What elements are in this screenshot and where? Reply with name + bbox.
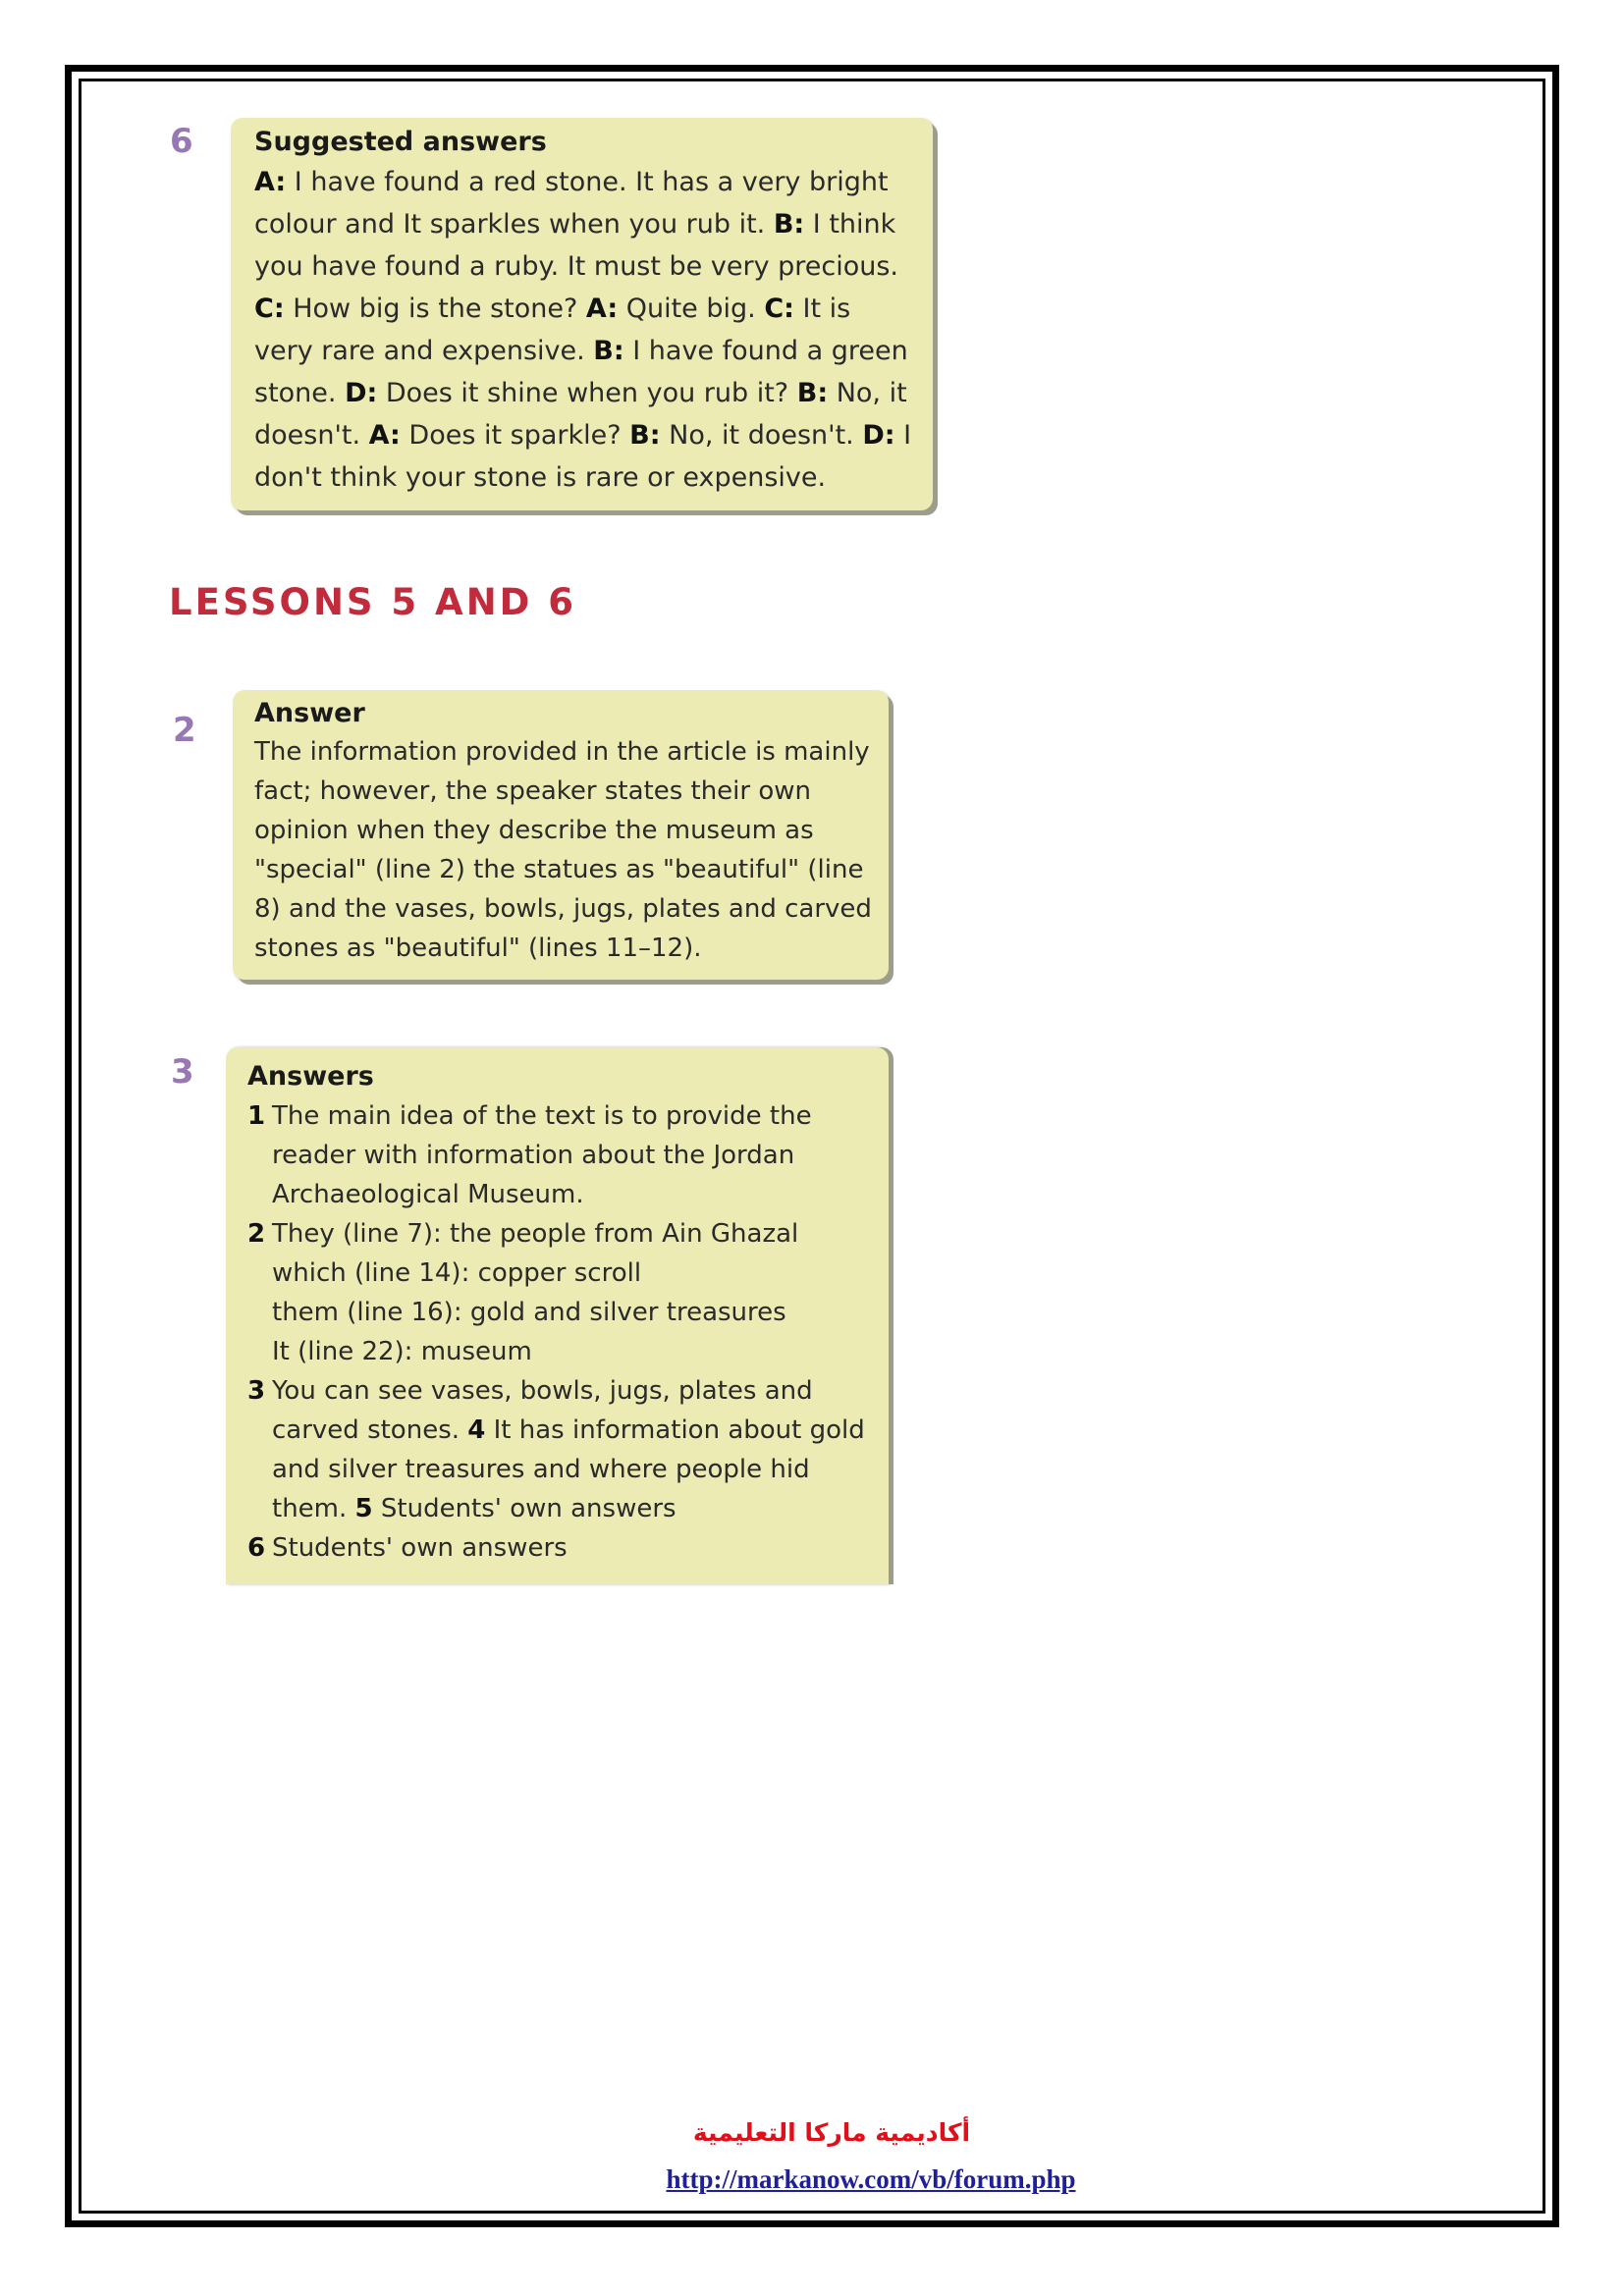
- item-number: 6: [247, 1533, 266, 1563]
- dialogue-segment: I don't think your stone is rare or expensive.: [254, 420, 912, 493]
- answer-text: The information provided in the article is mainly fact; however, the speaker states their own opinion when they describe the museum as "special" (line 2) the statues as "beautiful" (line 8) and the vases, bowls, jugs, plates and carved stones as "beautiful" (lines 11–12).: [254, 737, 872, 963]
- speaker-label: B:: [796, 378, 829, 408]
- item-text: them (line 16): gold and silver treasures: [272, 1298, 786, 1327]
- list-item: [247, 1528, 873, 1568]
- answer-box: [233, 690, 889, 980]
- footer-link[interactable]: http://markanow.com/vb/forum.php: [666, 2164, 1076, 2194]
- dialogue-segment: Does it sparkle?: [400, 420, 630, 451]
- footer-academy-name: أكاديمية ماركا التعليمية: [692, 2118, 971, 2147]
- dialogue-segment: I think you have found a ruby. It must be very precious.: [254, 209, 899, 282]
- question-number-3: 3: [171, 1052, 194, 1092]
- list-item: [247, 1371, 873, 1528]
- speaker-label: A:: [585, 294, 619, 324]
- lessons-heading: LESSONS 5 AND 6: [169, 581, 576, 623]
- question-number-6: 6: [170, 122, 193, 161]
- item-number: 2: [247, 1219, 266, 1249]
- item-text: which (line 14): copper scroll: [272, 1258, 642, 1288]
- item-text: It has information about gold and silver treasures and where people hid them.: [272, 1415, 865, 1523]
- speaker-label: D:: [345, 378, 378, 408]
- dialogue-segment: I have found a red stone. It has a very bright colour and It sparkles when you rub it.: [254, 167, 889, 240]
- item-text: They (line 7): the people from Ain Ghazal: [272, 1219, 799, 1249]
- suggested-answers-box: [231, 118, 933, 510]
- item-number: 1: [247, 1101, 266, 1131]
- speaker-label: B:: [593, 336, 624, 366]
- dialogue-segment: I have found a green stone.: [254, 336, 908, 408]
- speaker-label: B:: [773, 209, 805, 240]
- item-text: It (line 22): museum: [272, 1337, 532, 1366]
- list-item: [247, 1214, 873, 1254]
- speaker-label: B:: [629, 420, 661, 451]
- item-number: 3: [247, 1376, 266, 1406]
- question-number-2: 2: [173, 711, 196, 750]
- dialogue-segment: No, it doesn't.: [254, 378, 907, 451]
- speaker-label: C:: [254, 294, 285, 324]
- box-title: Suggested answers: [254, 127, 547, 157]
- item-number: 5: [354, 1494, 373, 1523]
- dialogue-text: [254, 161, 917, 499]
- speaker-label: A:: [368, 420, 401, 451]
- item-text: Students' own answers: [272, 1533, 568, 1563]
- dialogue-segment: It is very rare and expensive.: [254, 294, 851, 366]
- dialogue-segment: Does it shine when you rub it?: [377, 378, 797, 408]
- item-text: Students' own answers: [380, 1494, 677, 1523]
- dialogue-segment: How big is the stone?: [284, 294, 586, 324]
- dialogue-segment: Quite big.: [618, 294, 765, 324]
- box-title: Answer: [254, 698, 365, 728]
- box-title: Answers: [247, 1061, 374, 1092]
- speaker-label: C:: [764, 294, 794, 324]
- answers-box: [226, 1047, 889, 1584]
- speaker-label: A:: [254, 167, 287, 197]
- item-text: You can see vases, bowls, jugs, plates and carved stones.: [272, 1376, 813, 1445]
- speaker-label: D:: [862, 420, 895, 451]
- list-item: [247, 1332, 873, 1371]
- list-item: [247, 1293, 873, 1332]
- item-text: The main idea of the text is to provide the reader with information about the Jordan Archaeological Museum.: [272, 1101, 812, 1209]
- item-number: 4: [467, 1415, 486, 1445]
- dialogue-segment: No, it doesn't.: [660, 420, 863, 451]
- list-item: [247, 1096, 873, 1214]
- answers-list: [247, 1096, 873, 1568]
- list-item: [247, 1254, 873, 1293]
